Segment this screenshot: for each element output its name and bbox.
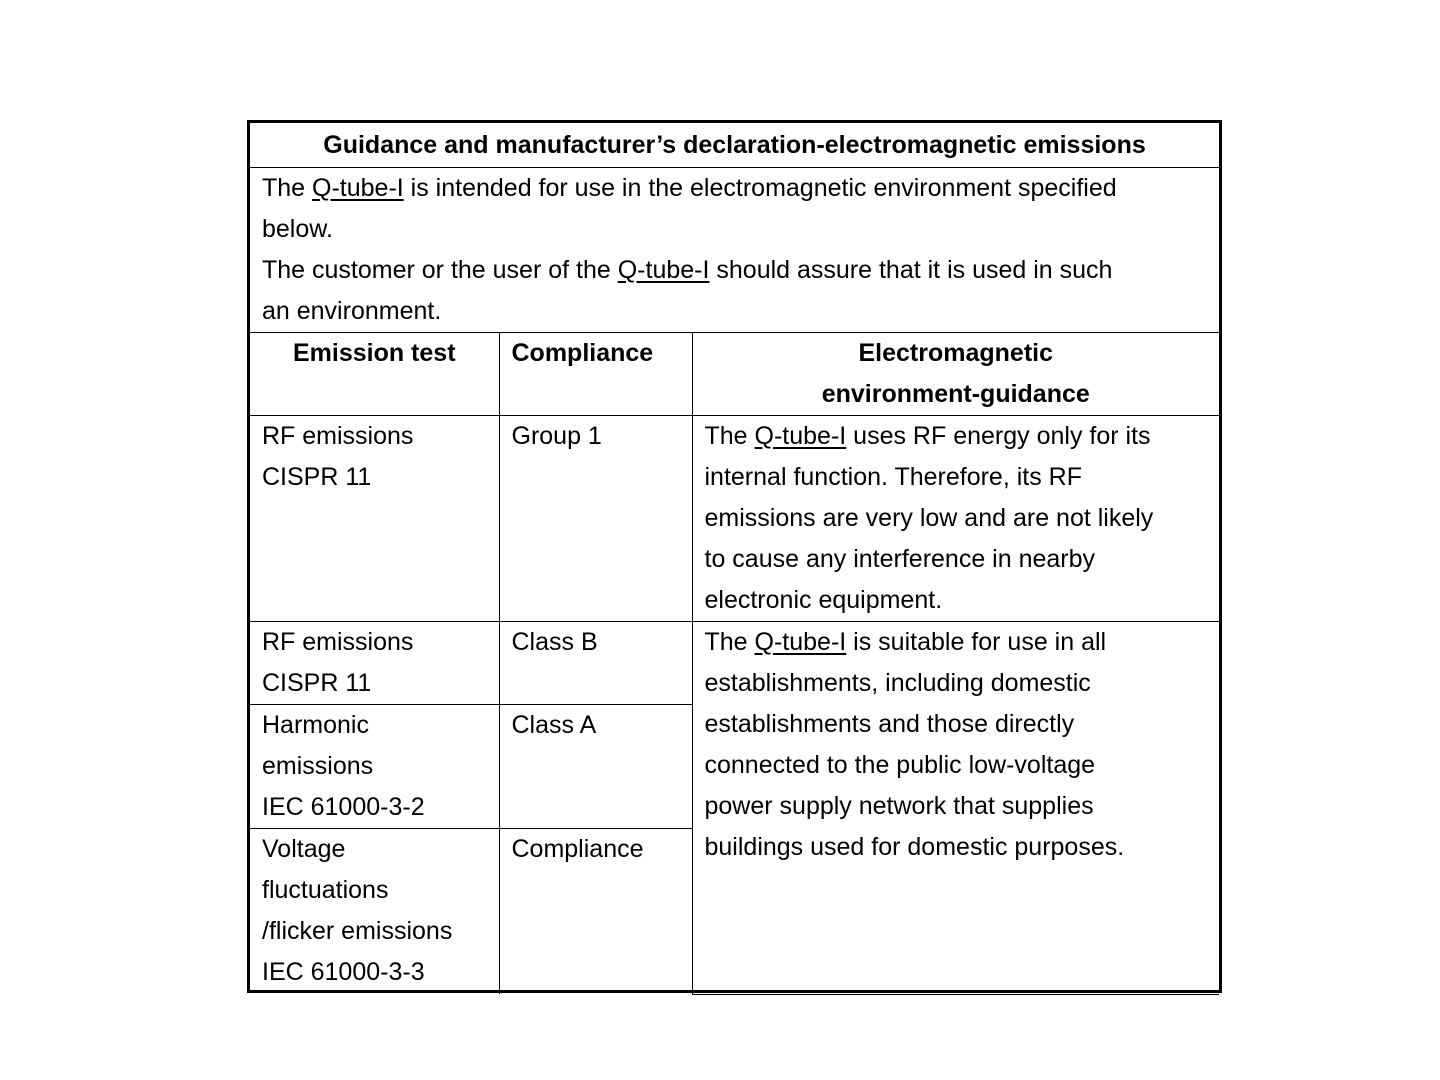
intro-statement	[250, 168, 1219, 333]
intro-line-2: below.	[262, 215, 333, 243]
device-name: Q-tube-I	[754, 628, 847, 656]
compliance-cell: Compliance	[499, 829, 692, 995]
device-name: Q-tube-I	[312, 174, 404, 202]
intro-line-3: The customer or the user of the Q-tube-I should assure that it is used in such	[262, 256, 1113, 284]
guidance-cell: The Q-tube-I is suitable for use in all establishments, including domestic establishments and those directly connected to the public low-voltage power supply network that supplies buildings used for domestic purposes.	[692, 622, 1219, 995]
table-row	[250, 622, 1219, 705]
emission-test-cell: RF emissions CISPR 11	[250, 622, 499, 705]
guidance-cell: The Q-tube-I uses RF energy only for its internal function. Therefore, its RF emissions are very low and are not likely to cause any interference in nearby electronic equipment.	[692, 416, 1219, 622]
intro-line-1: The Q-tube-I is intended for use in the electromagnetic environment specified	[262, 174, 1117, 202]
emission-test-cell: Voltage fluctuations /flicker emissions IEC 61000-3-3	[250, 829, 499, 995]
header-guidance: Electromagnetic environment-guidance	[692, 333, 1219, 416]
device-name: Q-tube-I	[617, 256, 710, 284]
header-emission-test: Emission test	[250, 333, 499, 416]
table-row	[250, 416, 1219, 622]
device-name: Q-tube-I	[754, 422, 847, 450]
compliance-cell: Class A	[499, 705, 692, 829]
compliance-cell: Group 1	[499, 416, 692, 622]
emissions-table	[250, 123, 1219, 995]
intro-line-4: an environment.	[262, 297, 442, 325]
emission-test-cell: RF emissions CISPR 11	[250, 416, 499, 622]
compliance-cell: Class B	[499, 622, 692, 705]
emission-test-cell: Harmonic emissions IEC 61000-3-2	[250, 705, 499, 829]
table-title: Guidance and manufacturer’s declaration-electromagnetic emissions	[250, 123, 1219, 168]
header-compliance: Compliance	[499, 333, 692, 416]
emissions-declaration-table	[247, 120, 1222, 993]
